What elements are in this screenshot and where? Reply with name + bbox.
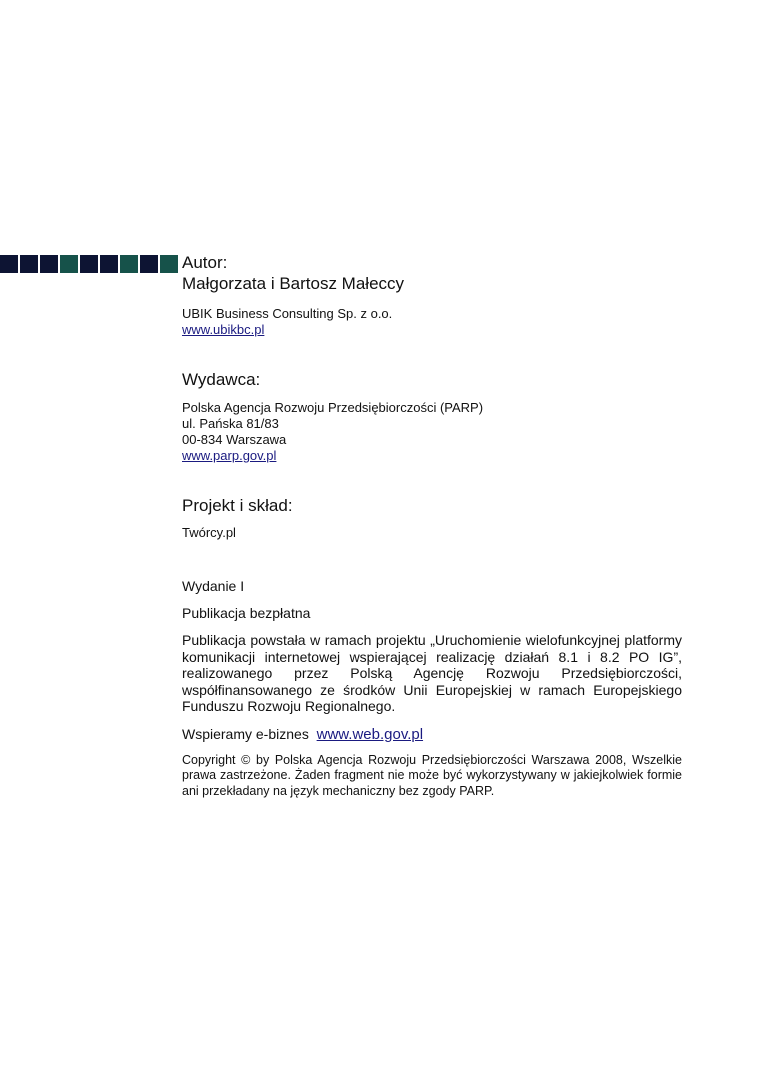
decorative-square [120, 255, 138, 273]
author-website-link[interactable]: www.ubikbc.pl [182, 322, 265, 337]
publisher-city: 00-834 Warszawa [182, 432, 287, 447]
support-line [182, 726, 682, 743]
edition-text: Wydanie I [182, 578, 245, 594]
decorative-square [40, 255, 58, 273]
publisher-heading: Wydawca: [182, 370, 261, 389]
publisher-street: ul. Pańska 81/83 [182, 416, 279, 431]
publisher-website-link[interactable]: www.parp.gov.pl [182, 448, 277, 463]
project-description: Publikacja powstała w ramach projektu „Uruchomienie wielofunkcyjnej platformy komunikacji internetowej wspierającej realizację działań 8.1 i 8.2 PO IG”, realizowanego przez Polską Agencję Rozwoju Przedsiębiorczości, współfinansowanego ze środków Unii Europejskiej w ramach Europejskiego Funduszu Rozwoju Regionalnego. [182, 632, 682, 714]
decorative-square [20, 255, 38, 273]
author-company: UBIK Business Consulting Sp. z o.o. [182, 306, 393, 321]
copyright-notice: Copyright © by Polska Agencja Rozwoju Przedsiębiorczości Warszawa 2008, Wszelkie prawa zastrzeżone. Żaden fragment nie może być wykorzystywany w jakiejkolwiek formie ani przekładany na język mechaniczny bez zgody PARP. [182, 752, 682, 798]
design-heading: Projekt i skład: [182, 496, 293, 515]
imprint-page [182, 252, 682, 799]
free-publication-text: Publikacja bezpłatna [182, 605, 311, 621]
publisher-name: Polska Agencja Rozwoju Przedsiębiorczości (PARP) [182, 400, 484, 415]
support-website-link[interactable]: www.web.gov.pl [316, 725, 424, 743]
design-name: Twórcy.pl [182, 525, 236, 540]
decorative-square [140, 255, 158, 273]
decorative-square [0, 255, 18, 273]
decorative-square [80, 255, 98, 273]
decorative-square [100, 255, 118, 273]
author-heading: Autor: [182, 253, 228, 272]
decorative-square [60, 255, 78, 273]
author-names: Małgorzata i Bartosz Małeccy [182, 274, 405, 293]
decorative-squares [0, 255, 178, 273]
support-label: Wspieramy e-biznes [182, 725, 309, 742]
decorative-square [160, 255, 178, 273]
